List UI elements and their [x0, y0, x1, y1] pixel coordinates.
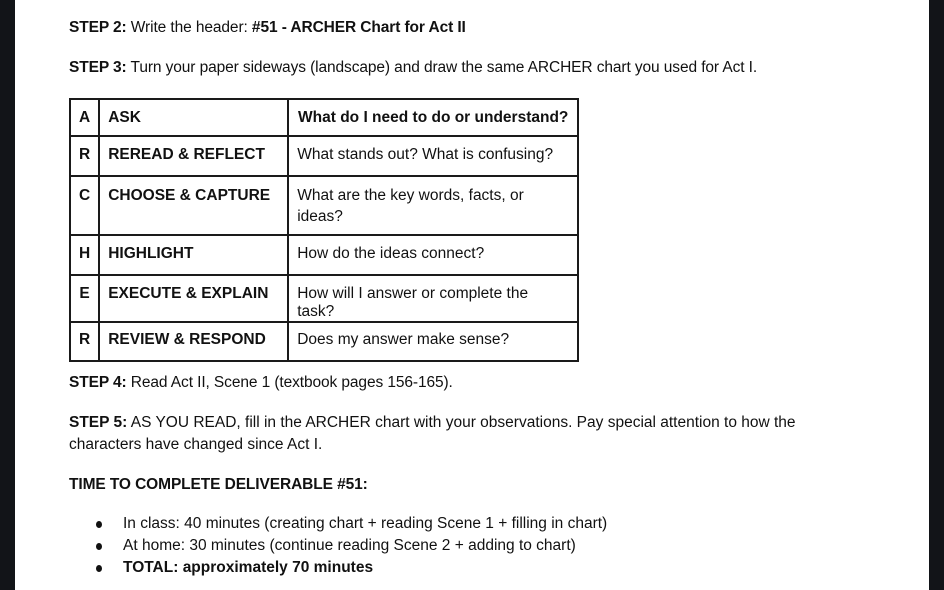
time-list	[69, 513, 607, 579]
row-description: How will I answer or complete the task?	[288, 275, 578, 322]
step-2-header-value: #51 - ARCHER Chart for Act II	[251, 19, 466, 36]
table-row	[70, 235, 578, 275]
row-letter: A	[70, 99, 99, 136]
step-4-text: Read Act II, Scene 1 (textbook pages 156-165).	[126, 374, 453, 391]
step-2-label: STEP 2:	[69, 19, 127, 36]
archer-chart-table	[69, 98, 579, 362]
row-description: How do the ideas connect?	[288, 235, 578, 275]
list-item	[69, 513, 607, 535]
row-description: What stands out? What is confusing?	[288, 136, 578, 176]
row-term: HIGHLIGHT	[99, 235, 288, 275]
row-term: CHOOSE & CAPTURE	[99, 176, 288, 235]
list-item-text: In class: 40 minutes (creating chart + reading Scene 1 + filling in chart)	[123, 515, 608, 532]
bullet-icon	[96, 543, 102, 550]
table-row	[70, 275, 578, 322]
list-item-text: At home: 30 minutes (continue reading Scene 2 + adding to chart)	[123, 537, 576, 554]
step-2-text: Write the header:	[126, 19, 252, 36]
table-row	[70, 99, 578, 136]
table-row	[70, 322, 578, 361]
step-3	[69, 59, 757, 77]
row-letter: R	[70, 322, 99, 361]
row-description: What do I need to do or understand?	[288, 99, 578, 136]
row-letter: R	[70, 136, 99, 176]
row-letter: H	[70, 235, 99, 275]
step-5	[69, 412, 859, 456]
step-4	[69, 374, 453, 392]
step-3-text: Turn your paper sideways (landscape) and draw the same ARCHER chart you used for Act I.	[126, 59, 758, 76]
list-item	[69, 557, 607, 579]
row-description: Does my answer make sense?	[288, 322, 578, 361]
row-term: REVIEW & RESPOND	[99, 322, 288, 361]
step-4-label: STEP 4:	[69, 374, 127, 391]
list-item-text: TOTAL: approximately 70 minutes	[123, 559, 374, 576]
bullet-icon	[96, 565, 102, 572]
row-term: REREAD & REFLECT	[99, 136, 288, 176]
bullet-icon	[96, 521, 102, 528]
row-term: EXECUTE & EXPLAIN	[99, 275, 288, 322]
document-page	[15, 0, 929, 590]
table-row	[70, 176, 578, 235]
row-term: ASK	[99, 99, 288, 136]
step-3-label: STEP 3:	[69, 59, 127, 76]
row-description: What are the key words, facts, or ideas?	[288, 176, 578, 235]
table-row	[70, 136, 578, 176]
step-2	[69, 19, 466, 37]
list-item	[69, 535, 607, 557]
step-5-text: AS YOU READ, fill in the ARCHER chart with your observations. Pay special attention to how the characters have changed since Act I.	[69, 414, 796, 453]
row-letter: E	[70, 275, 99, 322]
time-heading: TIME TO COMPLETE DELIVERABLE #51:	[69, 476, 368, 493]
step-5-label: STEP 5:	[69, 414, 128, 431]
row-letter: C	[70, 176, 99, 235]
